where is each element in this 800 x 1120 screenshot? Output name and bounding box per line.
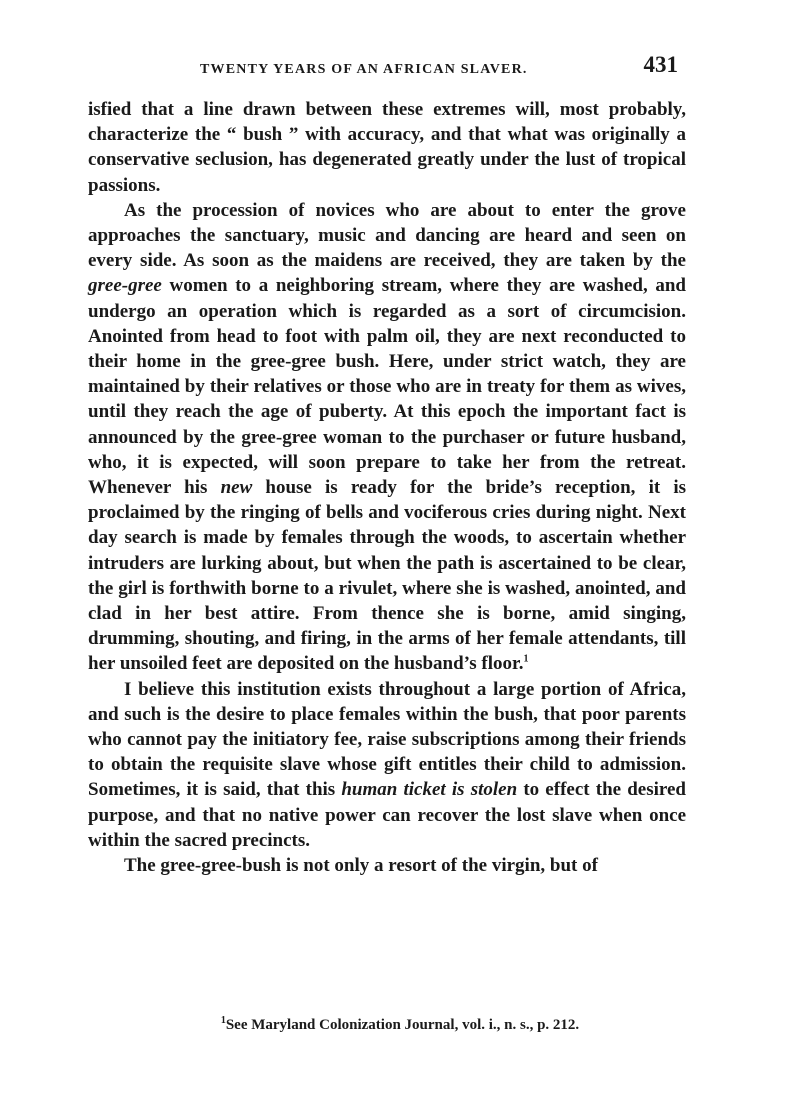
- paragraph-text: to effect the desired purpose, and that no native power can recover the lost slave when once within the sacred precincts.: [88, 779, 686, 851]
- paragraph-text: The gree-gree-bush is not only a resort of the virgin, but of: [124, 855, 598, 877]
- footnote: [0, 1017, 800, 1034]
- page-header: [88, 52, 688, 92]
- running-title: TWENTY YEARS OF AN AFRICAN SLAVER.: [200, 62, 528, 77]
- paragraph-continuation: [88, 97, 686, 198]
- page-number: 431: [643, 52, 678, 77]
- body-text: [88, 97, 686, 878]
- paragraph-procession: [88, 198, 686, 677]
- paragraph-text: I believe this institution exists throughout a large portion of Africa, and such is the desire to place females within the bush, that poor parents who cannot pay the initiatory fee, raise subscriptions among their friends to obtain the requisite slave whose gift entitles their child to admission. Sometimes, it is said, that this: [88, 678, 686, 801]
- paragraph-resort: [88, 853, 686, 878]
- paragraph-text: As the procession of novices who are about to enter the grove approaches the sanctuary, music and dancing are heard and seen on every side. As soon as the maidens are received, they are taken by the: [88, 199, 686, 272]
- italic-term: new: [220, 477, 253, 499]
- footnote-mark: 1: [220, 1015, 226, 1026]
- paragraph-institution: [88, 677, 686, 853]
- italic-term: gree-gree: [88, 275, 162, 297]
- italic-term: human ticket is stolen: [341, 779, 518, 801]
- footnote-reference[interactable]: 1: [523, 654, 529, 666]
- paragraph-text: women to a neighboring stream, where they are washed, and undergo an operation which is regarded as a sort of circumcision. Anointed from head to foot with palm oil, they are next reconducted to their home in the gree-gree bush. Here, under strict watch, they are maintained by their relatives or those who are in treaty for them as wives, until they reach the age of puberty. At this epoch the important fact is announced by the gree-gree woman to the purchaser or future husband, who, it is expected, will soon prepare to take her from the retreat. Whenever his: [88, 275, 686, 499]
- footnote-text: See Maryland Colonization Journal, vol. i., n. s., p. 212.: [225, 1017, 580, 1033]
- paragraph-text: house is ready for the bride’s reception, it is proclaimed by the ringing of bells and vociferous cries during night. Next day search is made by females through the woods, to ascertain whether intruders are lurking about, but when the path is ascertained to be clear, the girl is forthwith borne to a rivulet, where she is washed, anointed, and clad in her best attire. From thence she is borne, amid singing, drumming, shouting, and firing, in the arms of her female attendants, till her unsoiled feet are deposited on the husband’s floor.: [88, 477, 686, 675]
- paragraph-text: isfied that a line drawn between these extremes will, most probably, characterize the “ bush ” with accuracy, and that what was originally a conservative seclusion, has degenerated greatly under the lust of tropical passions.: [88, 99, 686, 196]
